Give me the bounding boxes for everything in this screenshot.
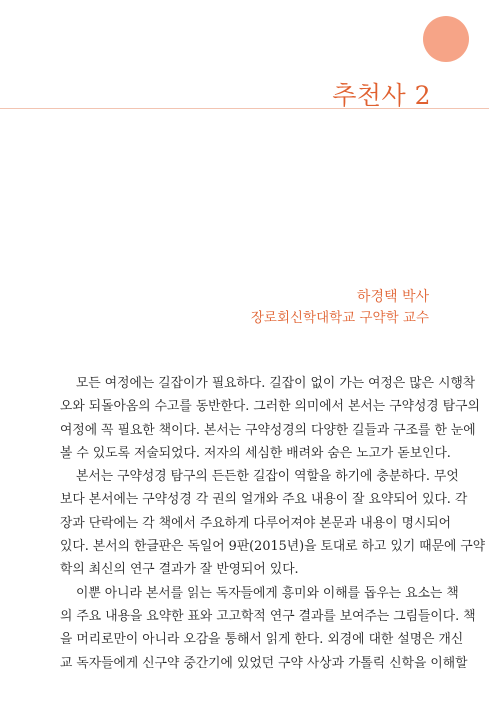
body-line: 을 머리로만이 아니라 오감을 통해서 읽게 한다. 외경에 대한 설명은 개신 [60, 632, 464, 648]
body-line: 장과 단락에는 각 책에서 주요하게 다루어져야 본문과 내용이 명시되어 [60, 515, 452, 531]
body-line: 의 주요 내용을 요약한 표와 고고학적 연구 결과를 보여주는 그림들이다. 책 [60, 608, 476, 624]
body-line: 볼 수 있도록 저술되었다. 저자의 세심한 배려와 숨은 노고가 돋보인다. [60, 445, 451, 461]
title-divider [0, 108, 489, 109]
body-line: 본서는 구약성경 탐구의 든든한 길잡이 역할을 하기에 충분하다. 무엇 [76, 469, 459, 485]
author-affiliation: 장로회신학대학교 구약학 교수 [250, 310, 429, 326]
chapter-title: 추천사 2 [332, 81, 431, 110]
body-line: 여정에 꼭 필요한 책이다. 본서는 구약성경의 다양한 길들과 구조를 한 눈에 [60, 422, 476, 438]
body-line: 있다. 본서의 한글판은 독일어 9판(2015년)을 토대로 하고 있기 때문에 구약 [60, 539, 486, 555]
body-line: 모든 여정에는 길잡이가 필요하다. 길잡이 없이 가는 여정은 많은 시행착 [76, 376, 476, 391]
decorative-circle [423, 16, 469, 62]
body-line: 학의 최신의 연구 결과가 잘 반영되어 있다. [60, 562, 299, 578]
author-name: 하경택 박사 [356, 289, 429, 305]
body-line: 보다 본서에는 구약성경 각 권의 얼개와 주요 내용이 잘 요약되어 있다. 각 [60, 492, 468, 508]
body-line: 오와 되돌아옴의 수고를 동반한다. 그러한 의미에서 본서는 구약성경 탐구의 [60, 399, 480, 415]
body-text [60, 372, 486, 675]
body-line: 이뿐 아니라 본서를 읽는 독자들에게 흥미와 이해를 돕우는 요소는 책 [76, 585, 459, 601]
body-line: 교 독자들에게 신구약 중간기에 있었던 구약 사상과 가톨릭 신학을 이해할 [60, 655, 468, 671]
